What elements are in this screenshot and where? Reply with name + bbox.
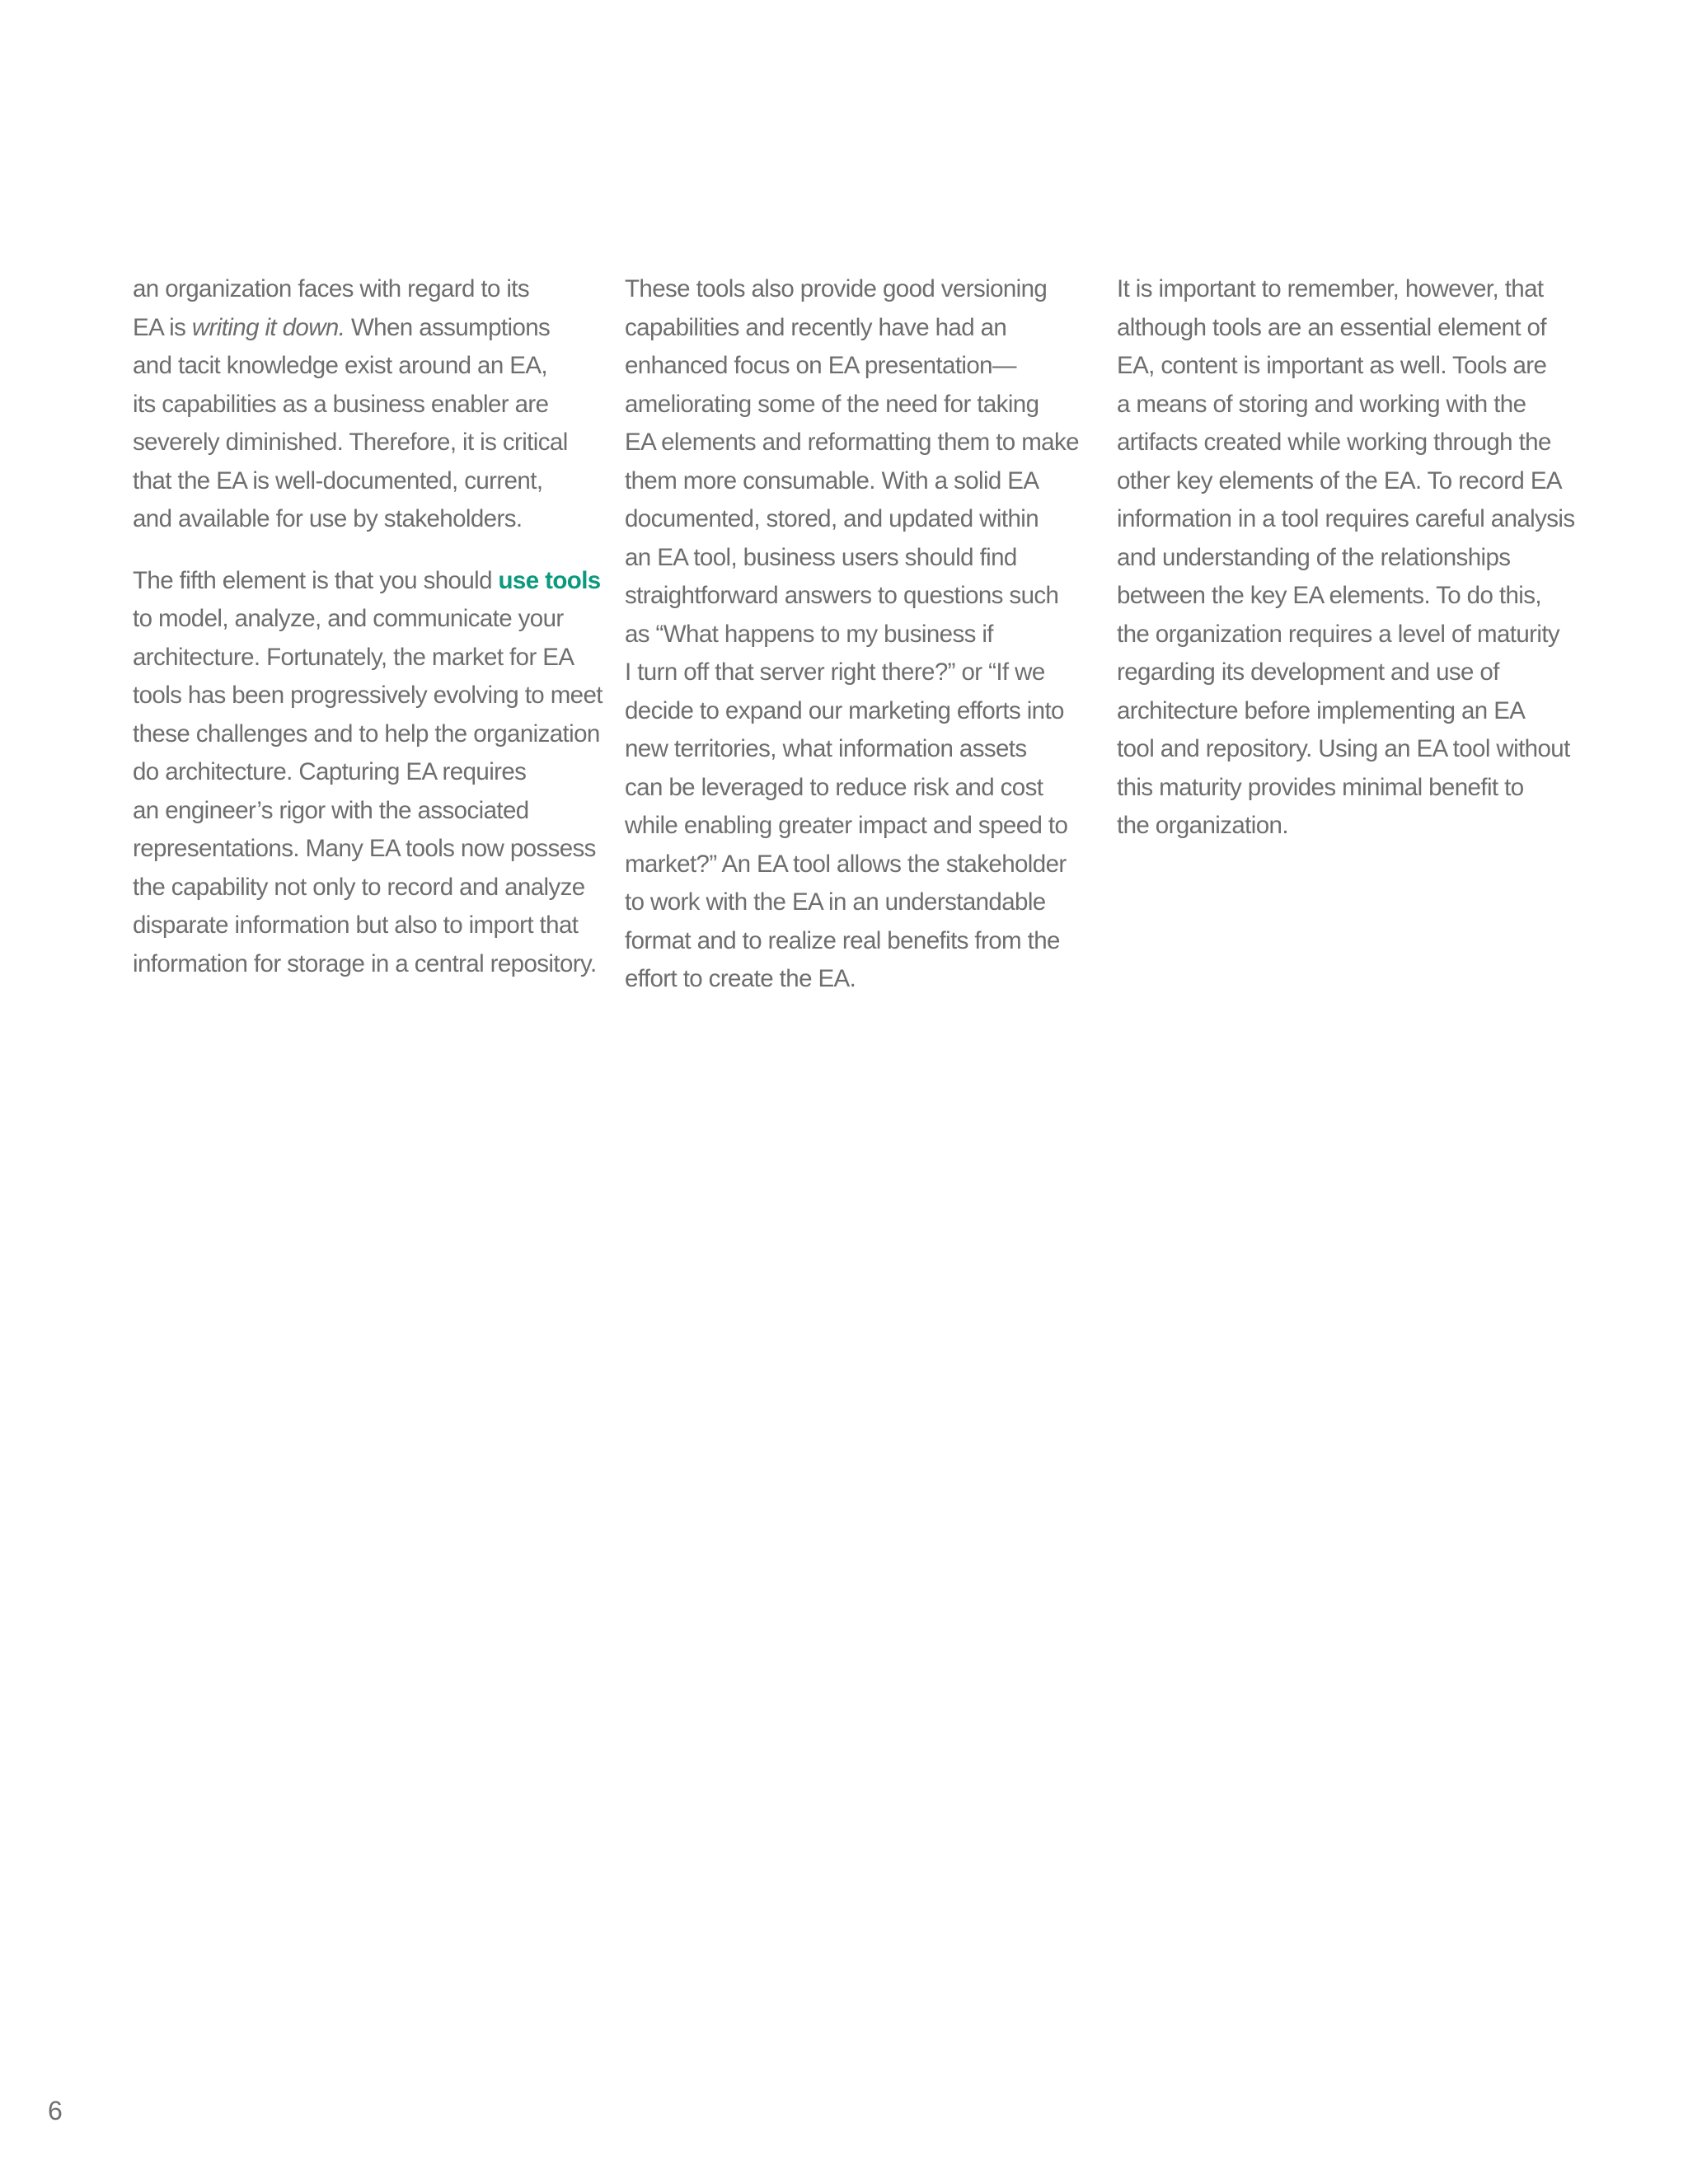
paragraph bbox=[1117, 270, 1578, 846]
text-column-3 bbox=[1117, 270, 1578, 869]
line-text: an engineer’s rigor with the associated bbox=[133, 796, 529, 824]
line-text: and available for use by stakeholders. bbox=[133, 505, 523, 532]
line-text: the organization requires a level of maturity bbox=[1117, 620, 1560, 648]
text-line bbox=[1117, 500, 1578, 539]
text-column-1 bbox=[133, 270, 603, 1006]
line-text: information for storage in a central repository. bbox=[133, 949, 597, 977]
line-text: I turn off that server right there?” or “If we bbox=[625, 658, 1045, 686]
text-line bbox=[1117, 654, 1578, 692]
line-text: to work with the EA in an understandable bbox=[625, 888, 1046, 916]
line-text: these challenges and to help the organization bbox=[133, 719, 600, 748]
text-column-2 bbox=[625, 270, 1086, 1022]
text-line bbox=[625, 883, 1086, 922]
line-text: new territories, what information assets bbox=[625, 735, 1027, 762]
text-line bbox=[625, 500, 1086, 539]
text-line bbox=[133, 424, 594, 462]
text-line bbox=[625, 922, 1086, 961]
text-line bbox=[133, 945, 597, 984]
text-line bbox=[133, 500, 594, 539]
line-text: them more consumable. With a solid EA bbox=[625, 466, 1039, 494]
text-line bbox=[625, 654, 1086, 692]
line-text: as “What happens to my business if bbox=[625, 620, 993, 648]
text-line bbox=[133, 462, 594, 501]
paragraph bbox=[625, 270, 1086, 999]
text-line bbox=[1117, 270, 1578, 309]
text-line bbox=[133, 830, 594, 869]
line-text: this maturity provides minimal benefit to bbox=[1117, 773, 1524, 801]
text-line bbox=[133, 562, 601, 601]
text-line bbox=[133, 907, 594, 945]
line-text: enhanced focus on EA presentation— bbox=[625, 352, 1016, 379]
line-text: other key elements of the EA. To record EA bbox=[1117, 466, 1562, 494]
line-text: architecture. Fortunately, the market for EA bbox=[133, 643, 574, 671]
text-line bbox=[133, 677, 603, 715]
text-line bbox=[625, 347, 1086, 386]
text-line bbox=[133, 347, 594, 386]
line-text: architecture before implementing an EA bbox=[1117, 696, 1526, 724]
text-line bbox=[1117, 309, 1578, 348]
text-line bbox=[1117, 769, 1578, 808]
paragraph bbox=[133, 270, 594, 539]
text-line bbox=[133, 753, 594, 792]
line-text: severely diminished. Therefore, it is critical bbox=[133, 429, 568, 456]
line-text: The fifth element is that you should bbox=[133, 566, 499, 594]
line-text: to model, analyze, and communicate your bbox=[133, 605, 564, 632]
line-text: and understanding of the relationships bbox=[1117, 543, 1511, 571]
line-text: that the EA is well-documented, current, bbox=[133, 466, 543, 494]
line-text: effort to create the EA. bbox=[625, 965, 856, 992]
text-line bbox=[1117, 807, 1578, 846]
line-text: representations. Many EA tools now possess bbox=[133, 835, 596, 862]
line-text: documented, stored, and updated within bbox=[625, 505, 1039, 532]
text-line bbox=[625, 616, 1086, 654]
text-line bbox=[133, 270, 594, 309]
text-line bbox=[625, 539, 1086, 578]
text-line bbox=[1117, 692, 1578, 731]
line-text: These tools also provide good versioning bbox=[625, 275, 1048, 302]
line-text: artifacts created while working through the bbox=[1117, 429, 1551, 456]
page-number: 6 bbox=[48, 2096, 63, 2125]
text-line bbox=[625, 846, 1086, 884]
emphasis-text: writing it down. bbox=[191, 313, 345, 341]
line-text: EA elements and reformatting them to make bbox=[625, 429, 1079, 456]
line-text: information in a tool requires careful analysis bbox=[1117, 505, 1575, 532]
text-line bbox=[625, 309, 1086, 348]
text-line bbox=[1117, 577, 1578, 616]
text-line bbox=[625, 386, 1086, 424]
text-line bbox=[1117, 730, 1578, 769]
text-line bbox=[133, 715, 600, 754]
text-line bbox=[133, 639, 594, 677]
line-text: tool and repository. Using an EA tool without bbox=[1117, 735, 1570, 762]
text-line bbox=[625, 462, 1086, 501]
highlight-text: use tools bbox=[498, 566, 601, 594]
text-line bbox=[133, 386, 594, 424]
text-line bbox=[625, 769, 1086, 808]
line-text: When assumptions bbox=[345, 313, 551, 341]
line-text: and tacit knowledge exist around an EA, bbox=[133, 352, 548, 379]
line-text: EA, content is important as well. Tools are bbox=[1117, 352, 1547, 379]
text-line bbox=[1117, 539, 1578, 578]
line-text: market?” An EA tool allows the stakeholder bbox=[625, 850, 1067, 878]
line-text: decide to expand our marketing efforts into bbox=[625, 696, 1064, 724]
line-text: straightforward answers to questions such bbox=[625, 582, 1059, 609]
text-line bbox=[625, 270, 1086, 309]
text-line bbox=[1117, 616, 1578, 654]
text-line bbox=[625, 424, 1086, 462]
line-text: regarding its development and use of bbox=[1117, 658, 1499, 686]
text-line bbox=[625, 730, 1086, 769]
text-line bbox=[625, 960, 1086, 999]
text-line bbox=[625, 692, 1086, 731]
text-line bbox=[1117, 462, 1578, 501]
text-line bbox=[133, 309, 594, 348]
line-text: EA is bbox=[133, 313, 192, 341]
line-text: although tools are an essential element of bbox=[1117, 313, 1546, 341]
text-line bbox=[625, 807, 1086, 846]
line-text: an EA tool, business users should find bbox=[625, 543, 1017, 571]
line-text: do architecture. Capturing EA requires bbox=[133, 758, 527, 785]
line-text: format and to realize real benefits from the bbox=[625, 926, 1060, 954]
line-text: while enabling greater impact and speed to bbox=[625, 812, 1068, 839]
line-text: the capability not only to record and analyze bbox=[133, 873, 585, 901]
text-line bbox=[133, 792, 594, 831]
line-text: It is important to remember, however, that bbox=[1117, 275, 1544, 302]
paragraph bbox=[133, 562, 603, 984]
text-line bbox=[1117, 386, 1578, 424]
text-line bbox=[133, 600, 594, 639]
text-line bbox=[1117, 424, 1578, 462]
text-line bbox=[1117, 347, 1578, 386]
line-text: disparate information but also to import that bbox=[133, 912, 579, 939]
line-text: capabilities and recently have had an bbox=[625, 313, 1007, 341]
line-text: ameliorating some of the need for taking bbox=[625, 390, 1039, 418]
text-line bbox=[133, 869, 594, 907]
text-line bbox=[625, 577, 1086, 616]
line-text: between the key EA elements. To do this, bbox=[1117, 582, 1541, 609]
line-text: a means of storing and working with the bbox=[1117, 390, 1526, 418]
line-text: can be leveraged to reduce risk and cost bbox=[625, 773, 1043, 801]
line-text: tools has been progressively evolving to meet bbox=[133, 682, 603, 709]
line-text: an organization faces with regard to its bbox=[133, 275, 530, 302]
line-text: the organization. bbox=[1117, 812, 1288, 839]
line-text: its capabilities as a business enabler are bbox=[133, 390, 549, 418]
